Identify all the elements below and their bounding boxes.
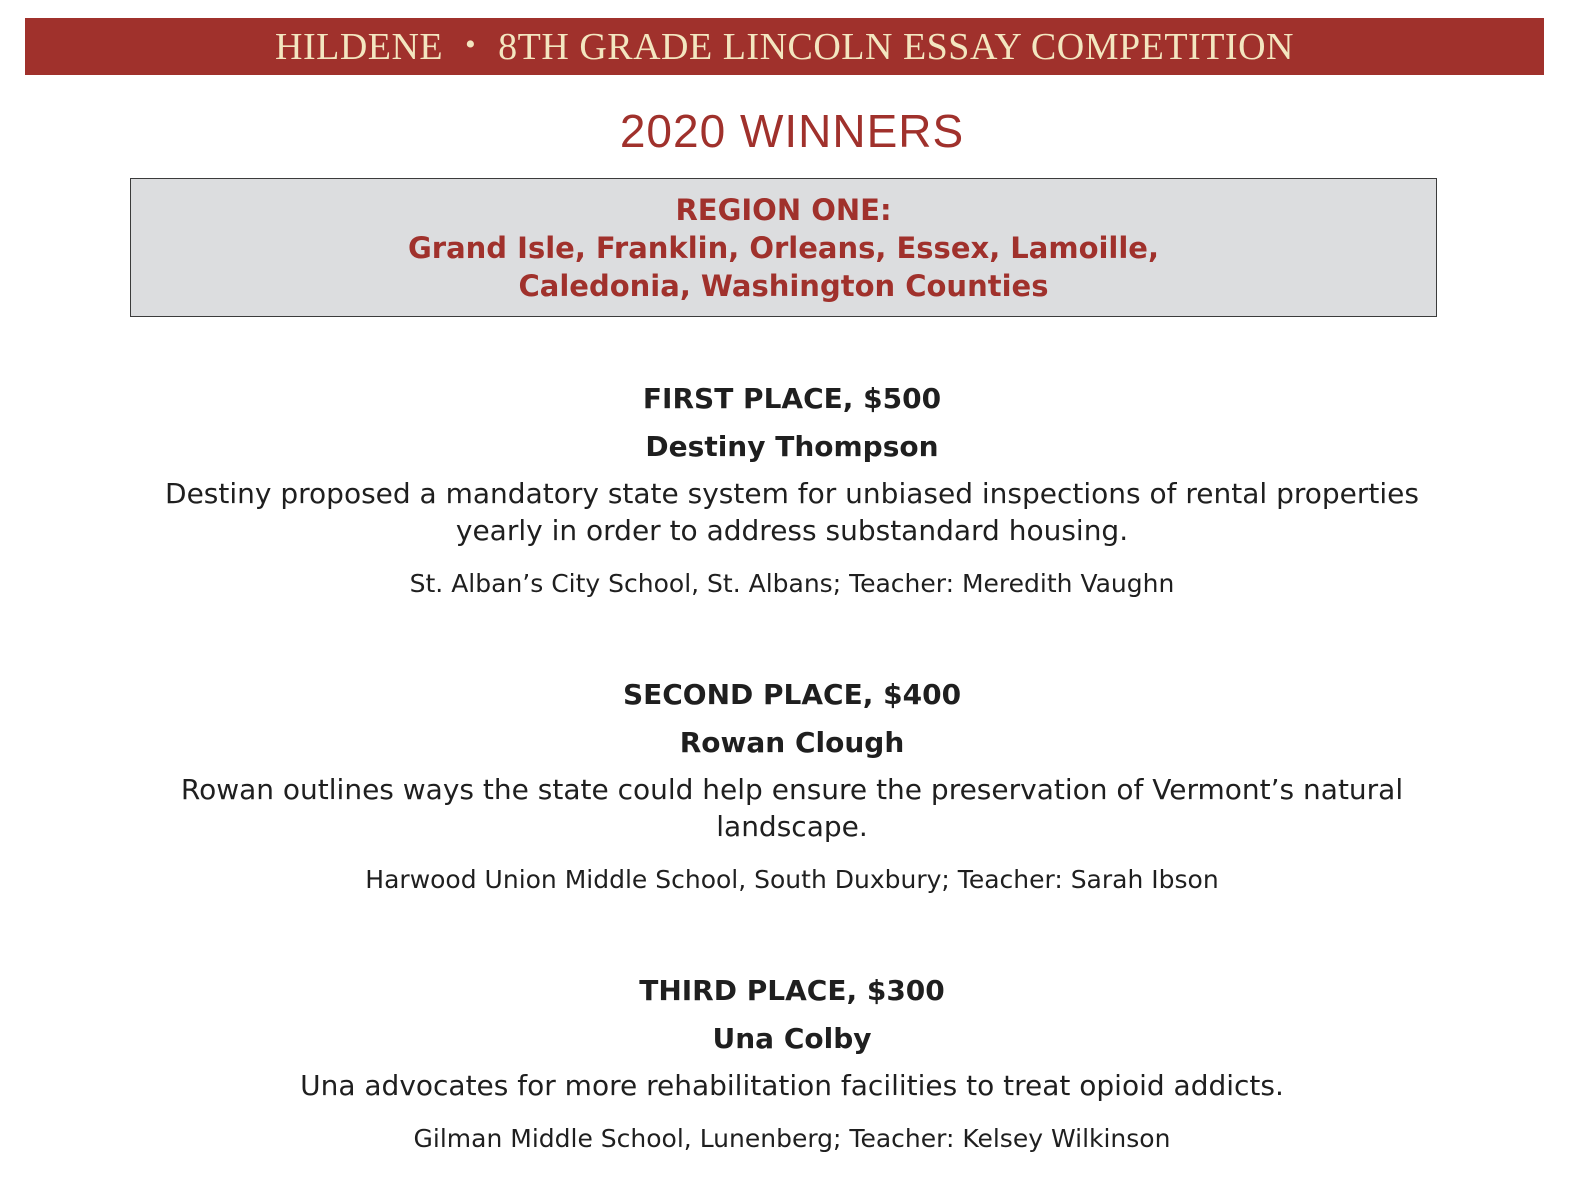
winner-name: Rowan Clough bbox=[679, 726, 905, 759]
page-title: 2020 WINNERS bbox=[619, 105, 965, 157]
place-heading: FIRST PLACE, $500 bbox=[642, 382, 942, 415]
winner-third bbox=[0, 973, 1584, 1155]
school-teacher: Gilman Middle School, Lunenberg; Teacher: Kelsey Wilkinson bbox=[413, 1124, 1171, 1153]
essay-description: Destiny proposed a mandatory state system for unbiased inspections of rental properties yearly in order to address substandard housing. bbox=[165, 477, 1419, 547]
place-heading: SECOND PLACE, $400 bbox=[622, 678, 962, 711]
header-banner bbox=[25, 18, 1544, 75]
essay-description: Una advocates for more rehabilitation facilities to treat opioid addicts. bbox=[300, 1069, 1284, 1102]
region-counties-line-2: Caledonia, Washington Counties bbox=[518, 268, 1049, 303]
region-counties-line-1: Grand Isle, Franklin, Orleans, Essex, Lamoille, bbox=[407, 230, 1159, 265]
header-separator: • bbox=[465, 27, 477, 61]
winner-name: Una Colby bbox=[712, 1022, 872, 1055]
school-teacher: St. Alban’s City School, St. Albans; Teacher: Meredith Vaughn bbox=[409, 569, 1175, 598]
winner-name: Destiny Thompson bbox=[645, 430, 939, 463]
school-teacher: Harwood Union Middle School, South Duxbury; Teacher: Sarah Ibson bbox=[365, 865, 1219, 894]
place-heading: THIRD PLACE, $300 bbox=[639, 974, 945, 1007]
winner-second bbox=[0, 677, 1584, 896]
header-org: HILDENE bbox=[275, 25, 444, 68]
region-box bbox=[130, 178, 1437, 317]
header-competition: 8TH GRADE LINCOLN ESSAY COMPETITION bbox=[498, 25, 1294, 68]
winner-first bbox=[0, 381, 1584, 600]
region-heading: REGION ONE: bbox=[675, 192, 892, 227]
essay-description: Rowan outlines ways the state could help ensure the preservation of Vermont’s natural landscape. bbox=[180, 773, 1404, 843]
